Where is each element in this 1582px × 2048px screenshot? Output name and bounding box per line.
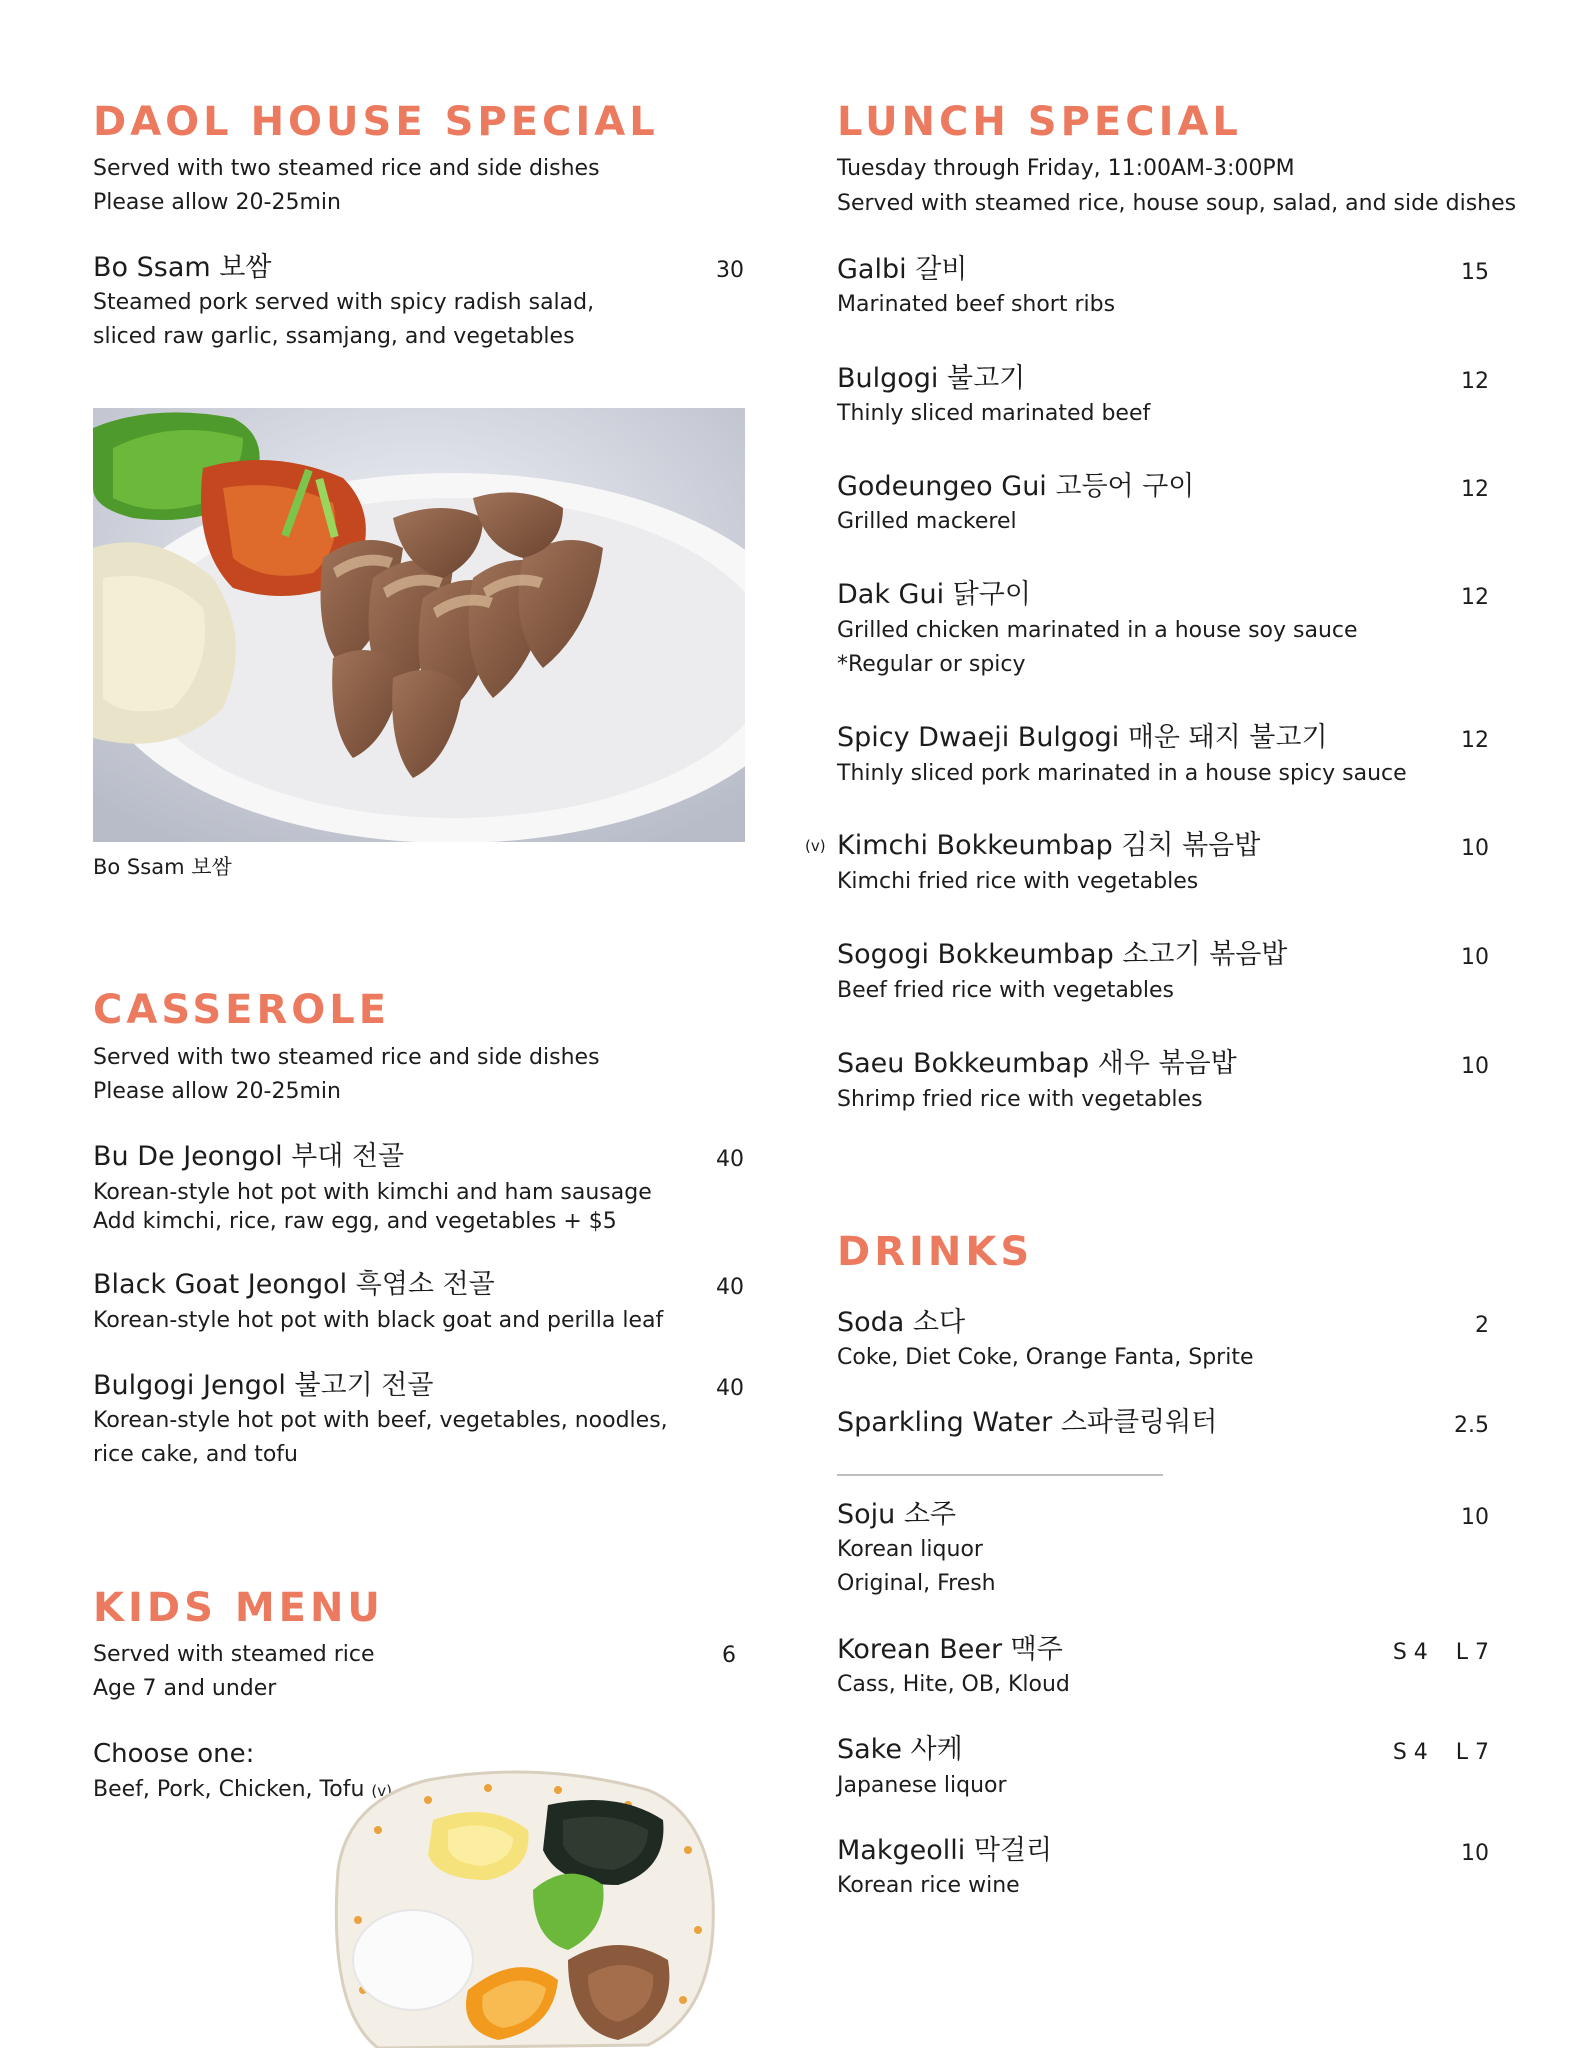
item-description: Korean liquor xyxy=(837,1537,983,1562)
bo-ssam-photo xyxy=(93,408,745,842)
item-description: Cass, Hite, OB, Kloud xyxy=(837,1672,1070,1697)
drinks-heading: DRINKS xyxy=(837,1229,1034,1275)
item-price: 30 xyxy=(716,258,744,283)
lunch-special-note-1: Tuesday through Friday, 11:00AM-3:00PM xyxy=(837,156,1295,181)
kids-plate-photo xyxy=(318,1760,718,2048)
item-name: Korean Beer 맥주 xyxy=(837,1634,1063,1665)
item-description: Thinly sliced marinated beef xyxy=(837,401,1151,426)
item-price: S 4 L 7 xyxy=(1392,1740,1489,1765)
item-price: 10 xyxy=(1461,1841,1489,1866)
item-price: 10 xyxy=(1461,1054,1489,1079)
item-name: Bu De Jeongol 부대 전골 xyxy=(93,1141,405,1172)
item-name: Soda 소다 xyxy=(837,1307,966,1338)
item-name: Soju 소주 xyxy=(837,1499,957,1530)
item-price: 12 xyxy=(1461,369,1489,394)
vegetarian-mark: (v) xyxy=(371,1782,392,1800)
item-price: 15 xyxy=(1461,260,1489,285)
item-name: Dak Gui 닭구이 xyxy=(837,579,1031,610)
item-price: 10 xyxy=(1461,1505,1489,1530)
kids-menu-note-1: Served with steamed rice xyxy=(93,1642,375,1667)
house-special-note-2: Please allow 20-25min xyxy=(93,190,341,215)
kids-choices-text: Beef, Pork, Chicken, Tofu xyxy=(93,1777,365,1802)
item-price: 10 xyxy=(1461,836,1489,861)
casserole-note-1: Served with two steamed rice and side dishes xyxy=(93,1045,600,1070)
item-description: Kimchi fried rice with vegetables xyxy=(837,869,1199,894)
item-description: Japanese liquor xyxy=(837,1773,1007,1798)
item-name: Sogogi Bokkeumbap 소고기 볶음밥 xyxy=(837,939,1288,970)
item-price: 2.5 xyxy=(1454,1413,1489,1438)
item-description: Add kimchi, rice, raw egg, and vegetables + $5 xyxy=(93,1209,617,1234)
item-description: Grilled chicken marinated in a house soy sauce xyxy=(837,618,1358,643)
item-price: 12 xyxy=(1461,477,1489,502)
left-column xyxy=(93,0,745,2048)
kids-plate-photo-graphic xyxy=(318,1760,718,2048)
bo-ssam-photo-graphic xyxy=(93,408,745,842)
kids-menu-note-2: Age 7 and under xyxy=(93,1676,277,1701)
item-price: 40 xyxy=(716,1275,744,1300)
item-price: 40 xyxy=(716,1147,744,1172)
kids-menu-heading: KIDS MENU xyxy=(93,1585,384,1631)
item-description: Korean rice wine xyxy=(837,1873,1020,1898)
right-column xyxy=(805,0,1517,2048)
item-description: Shrimp fried rice with vegetables xyxy=(837,1087,1203,1112)
item-name: Saeu Bokkeumbap 새우 볶음밥 xyxy=(837,1048,1237,1079)
item-description: rice cake, and tofu xyxy=(93,1442,298,1467)
item-description: Marinated beef short ribs xyxy=(837,292,1116,317)
house-special-note-1: Served with two steamed rice and side dishes xyxy=(93,156,600,181)
item-name: Bo Ssam 보쌈 xyxy=(93,252,272,283)
lunch-special-note-2: Served with steamed rice, house soup, salad, and side dishes xyxy=(837,191,1517,216)
item-name: Kimchi Bokkeumbap 김치 볶음밥 xyxy=(837,830,1261,861)
kids-menu-price: 6 xyxy=(722,1643,736,1668)
item-price: 12 xyxy=(1461,728,1489,753)
casserole-heading: CASSEROLE xyxy=(93,987,391,1033)
item-description: Original, Fresh xyxy=(837,1571,996,1596)
item-description: Thinly sliced pork marinated in a house spicy sauce xyxy=(837,761,1407,786)
lunch-special-heading: LUNCH SPECIAL xyxy=(837,99,1242,145)
item-name: Sake 사케 xyxy=(837,1734,963,1765)
item-name: Bulgogi 불고기 xyxy=(837,363,1026,394)
house-special-heading: DAOL HOUSE SPECIAL xyxy=(93,99,659,145)
kids-choose-label: Choose one: xyxy=(93,1739,255,1769)
item-description: *Regular or spicy xyxy=(837,652,1026,677)
item-name: Galbi 갈비 xyxy=(837,254,968,285)
item-name: Black Goat Jeongol 흑염소 전골 xyxy=(93,1269,495,1300)
item-description: Korean-style hot pot with kimchi and ham sausage xyxy=(93,1180,652,1205)
drinks-divider xyxy=(837,1474,1163,1476)
item-description: Beef fried rice with vegetables xyxy=(837,978,1174,1003)
vegetarian-mark: (v) xyxy=(805,837,826,855)
item-description: Korean-style hot pot with black goat and perilla leaf xyxy=(93,1308,664,1333)
casserole-note-2: Please allow 20-25min xyxy=(93,1079,341,1104)
item-name: Makgeolli 막걸리 xyxy=(837,1835,1053,1866)
item-description: Grilled mackerel xyxy=(837,509,1017,534)
item-description: Korean-style hot pot with beef, vegetables, noodles, xyxy=(93,1408,668,1433)
item-name: Spicy Dwaeji Bulgogi 매운 돼지 불고기 xyxy=(837,722,1328,753)
item-price: 12 xyxy=(1461,585,1489,610)
item-description: Coke, Diet Coke, Orange Fanta, Sprite xyxy=(837,1345,1254,1370)
item-description: sliced raw garlic, ssamjang, and vegetables xyxy=(93,324,575,349)
item-price: S 4 L 7 xyxy=(1392,1640,1489,1665)
item-description: Steamed pork served with spicy radish salad, xyxy=(93,290,595,315)
item-price: 40 xyxy=(716,1376,744,1401)
bo-ssam-photo-caption: Bo Ssam 보쌈 xyxy=(93,855,232,879)
item-name: Godeungeo Gui 고등어 구이 xyxy=(837,471,1195,502)
item-price: 10 xyxy=(1461,945,1489,970)
item-name: Sparkling Water 스파클링워터 xyxy=(837,1407,1218,1438)
item-name: Bulgogi Jengol 불고기 전골 xyxy=(93,1370,434,1401)
item-price: 2 xyxy=(1475,1313,1489,1338)
